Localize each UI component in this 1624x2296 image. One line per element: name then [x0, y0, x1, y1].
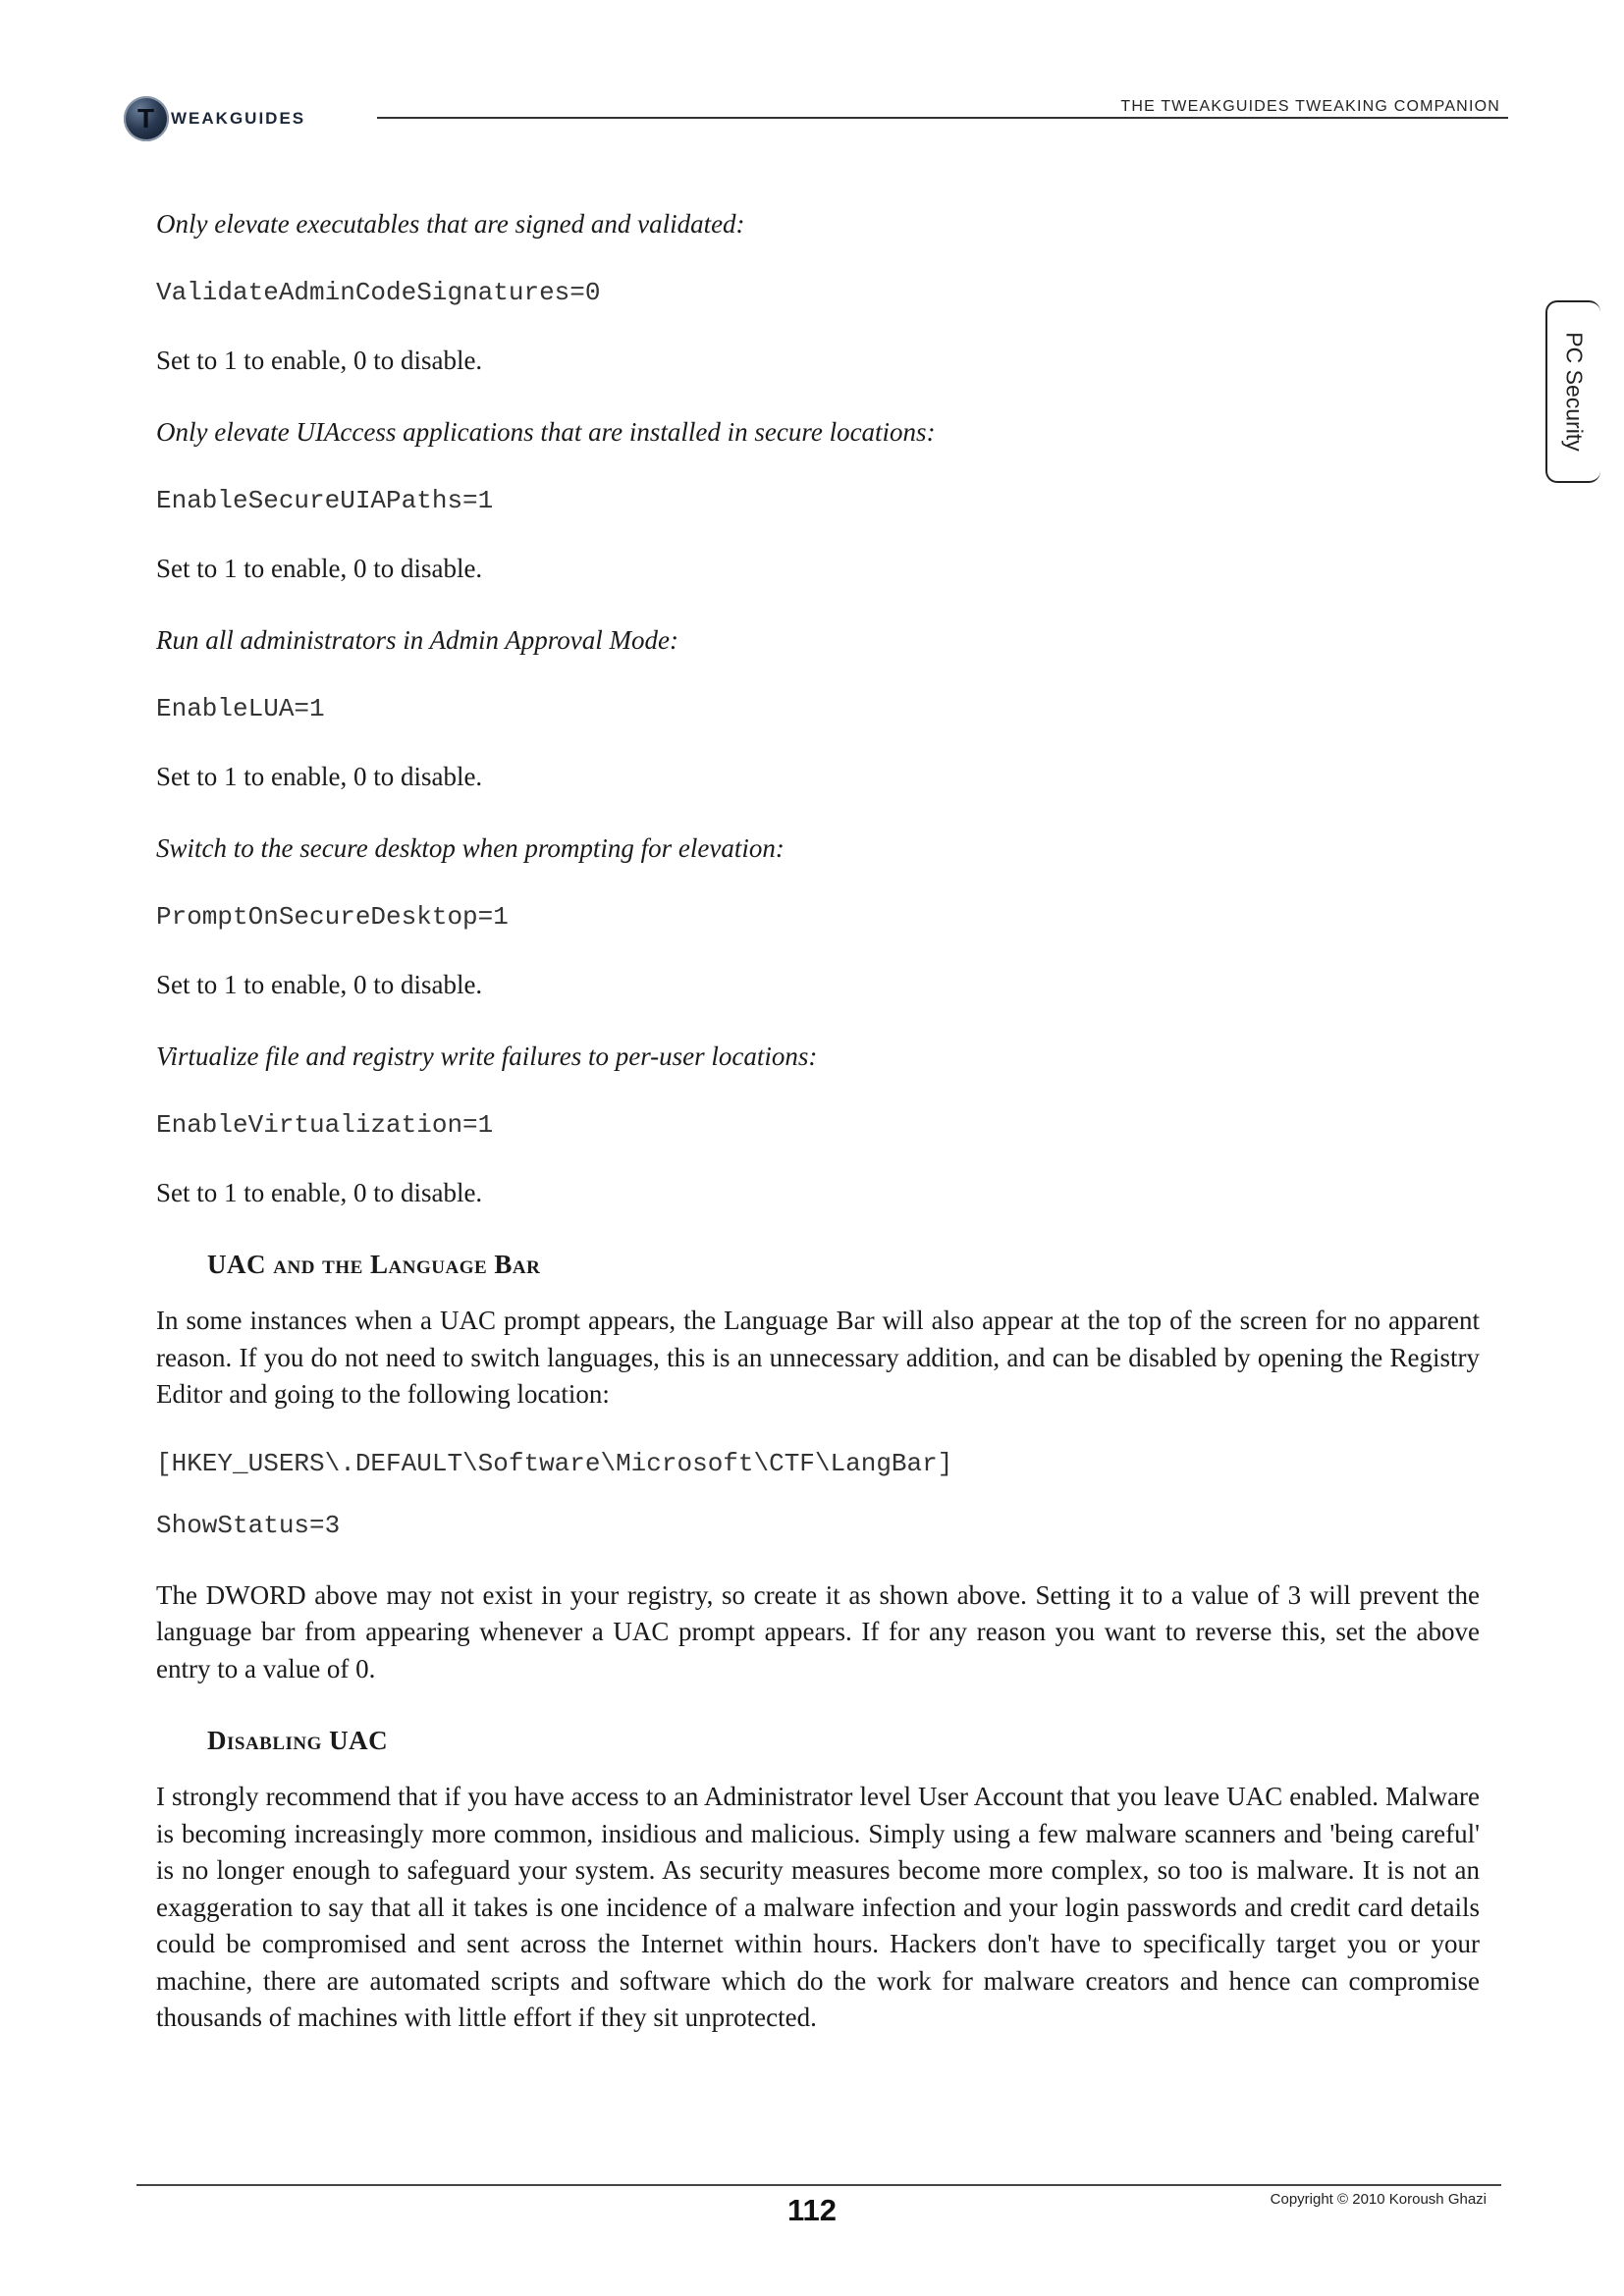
setting-note: Set to 1 to enable, 0 to disable.: [156, 1177, 483, 1207]
registry-value: EnableLUA=1: [156, 693, 325, 723]
setting-note: Set to 1 to enable, 0 to disable.: [156, 553, 483, 583]
page-number: 112: [786, 2193, 837, 2227]
copyright-notice: Copyright © 2010 Koroush Ghazi: [1270, 2191, 1487, 2208]
setting-note: Set to 1 to enable, 0 to disable.: [156, 345, 483, 375]
setting-note: Set to 1 to enable, 0 to disable.: [156, 761, 483, 791]
registry-key-path: [HKEY_USERS\.DEFAULT\Software\Microsoft\CTF\LangBar]: [156, 1448, 953, 1478]
section-heading: [156, 1723, 1480, 1759]
setting-description: Switch to the secure desktop when prompting for elevation:: [156, 833, 785, 863]
logo-letter: T: [137, 103, 155, 133]
section-heading: [156, 1247, 1480, 1283]
tweakguides-logo: [124, 94, 359, 143]
section-tab: [1545, 300, 1600, 483]
page-content: [156, 206, 1480, 2037]
footer-rule: [136, 2184, 1501, 2186]
registry-value: PromptOnSecureDesktop=1: [156, 901, 509, 932]
running-title: THE TWEAKGUIDES TWEAKING COMPANION: [1120, 98, 1500, 115]
registry-value: ShowStatus=3: [156, 1510, 341, 1540]
setting-note: Set to 1 to enable, 0 to disable.: [156, 969, 483, 999]
setting-description: Only elevate UIAccess applications that are installed in secure locations:: [156, 417, 936, 447]
body-paragraph: In some instances when a UAC prompt appears, the Language Bar will also appear at the top of the screen for no apparent reason. If you do not need to switch languages, this is an unnecessary addition, and can be disabled by opening the Registry Editor and going to the following location:: [156, 1306, 1480, 1409]
registry-value: EnableSecureUIAPaths=1: [156, 485, 494, 515]
section-tab-label: PC Security: [1561, 332, 1588, 452]
logo-orb-icon: [124, 96, 169, 141]
setting-description: Virtualize file and registry write failures to per-user locations:: [156, 1041, 818, 1071]
registry-value: ValidateAdminCodeSignatures=0: [156, 277, 601, 307]
body-paragraph: I strongly recommend that if you have access to an Administrator level User Account that you leave UAC enabled. Malware is becoming increasingly more common, insidious and malicious. Simply using a few malware scanners and 'being careful' is no longer enough to safeguard your system. As security measures become more complex, so too is malware. It is not an exaggeration to say that all it takes is one incidence of a malware infection and your login passwords and credit card details could be compromised and sent across the Internet within hours. Hackers don't have to specifically target you or your machine, there are automated scripts and software which do the work for malware creators and hence can compromise thousands of machines with little effort if they sit unprotected.: [156, 1782, 1480, 2032]
registry-value: EnableVirtualization=1: [156, 1109, 494, 1140]
section-heading-text: Disabling UAC: [207, 1726, 389, 1755]
logo-wordmark: WEAKGUIDES: [171, 109, 306, 128]
header-rule: [377, 117, 1508, 119]
setting-description: Only elevate executables that are signed and validated:: [156, 209, 745, 239]
section-heading-text: UAC and the Language Bar: [207, 1250, 541, 1279]
body-paragraph: The DWORD above may not exist in your registry, so create it as shown above. Setting it to a value of 3 will prevent the language bar from appearing whenever a UAC prompt appears. If for any reason you want to reverse this, set the above entry to a value of 0.: [156, 1579, 1480, 1683]
setting-description: Run all administrators in Admin Approval Mode:: [156, 625, 678, 655]
